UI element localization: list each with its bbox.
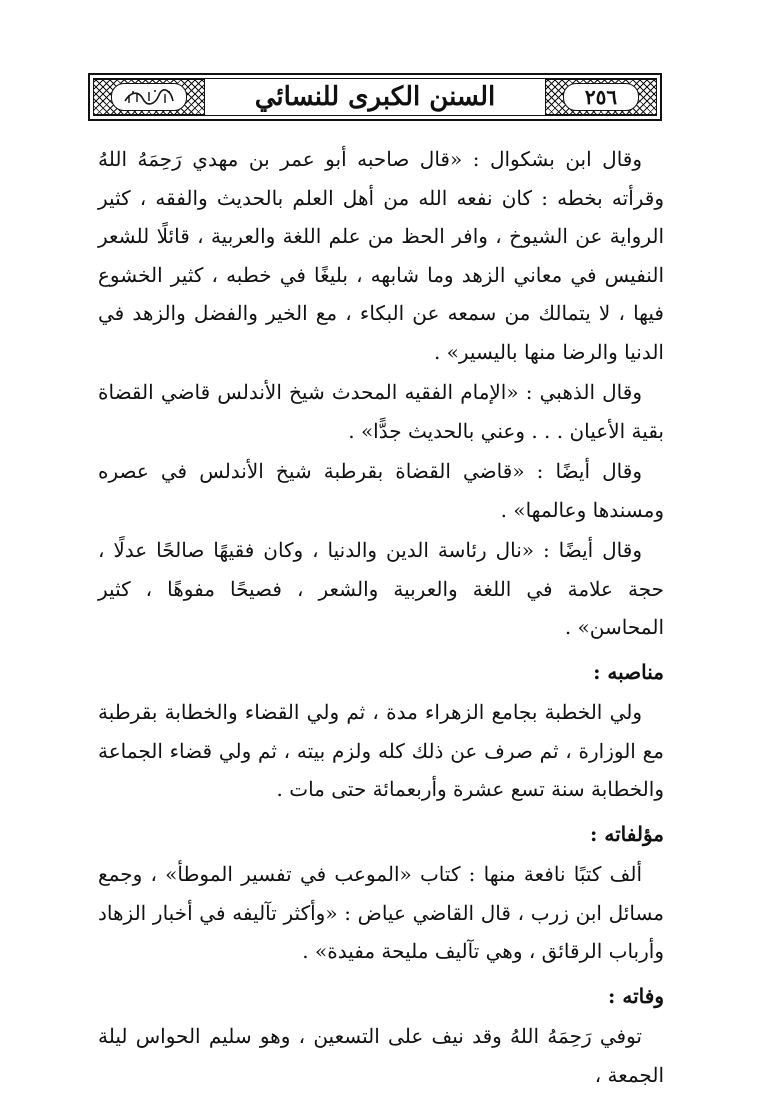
seal-medallion — [93, 79, 205, 115]
page-number-medallion — [545, 79, 657, 115]
section-heading: مناصبه : — [593, 659, 664, 684]
text-paragraph: ألف كتبًا نافعة منها : كتاب «الموعب في تفسير الموطأ» ، وجمع مسائل ابن زرب ، قال القاضي عياض : «وأكثر تآليفه في أخبار الزهاد وأرباب الرقائق ، وهي تآليف مليحة مفيدة» . — [98, 862, 664, 963]
text-paragraph: وقال أيضًا : «قاضي القضاة بقرطبة شيخ الأندلس في عصره ومسندها وعالمها» . — [98, 459, 664, 522]
running-header — [88, 73, 662, 121]
seal-logo — [111, 83, 187, 111]
main-text — [98, 140, 664, 1096]
text-paragraph: توفي رَحِمَهُ اللهُ وقد نيف على التسعين ، وهو سليم الحواس ليلة الجمعة ، — [98, 1024, 664, 1087]
calligraphy-seal-icon — [121, 87, 177, 107]
text-paragraph: ولي الخطبة بجامع الزهراء مدة ، ثم ولي القضاء والخطابة بقرطبة مع الوزارة ، ثم صرف عن ذلك كله ولزم بيته ، ثم ولي قضاء الجماعة والخطابة سنة تسع عشرة وأربعمائة حتى مات . — [98, 700, 664, 801]
text-paragraph: وقال أيضًا : «نال رئاسة الدين والدنيا ، وكان فقيهًا صالحًا عدلًا ، حجة علامة في اللغة والعربية والشعر ، فصيحًا مفوهًا ، كثير المحاسن» . — [98, 538, 664, 639]
section-heading: وفاته : — [608, 983, 664, 1008]
text-paragraph: وقال الذهبي : «الإمام الفقيه المحدث شيخ الأندلس قاضي القضاة بقية الأعيان . . . وعني بالحديث جدًّا» . — [98, 380, 664, 443]
section-heading: مؤلفاته : — [590, 821, 664, 846]
text-paragraph: وقال ابن بشكوال : «قال صاحبه أبو عمر بن مهدي رَحِمَهُ اللهُ وقرأته بخطه : كان نفعه الله من أهل العلم بالحديث والفقه ، كثير الرواية عن الشيوخ ، وافر الحظ من علم اللغة والعربية ، قائلًا للشعر النفيس في معاني الزهد وما شابهه ، بليغًا في خطبه ، كثير الخشوع فيها ، لا يتمالك من سمعه عن البكاء ، مع الخير والفضل والزهد في الدنيا والرضا منها باليسير» . — [98, 147, 664, 364]
book-title: السنن الكبرى للنسائي — [254, 82, 496, 112]
page-number: ٢٥٦ — [563, 83, 639, 111]
